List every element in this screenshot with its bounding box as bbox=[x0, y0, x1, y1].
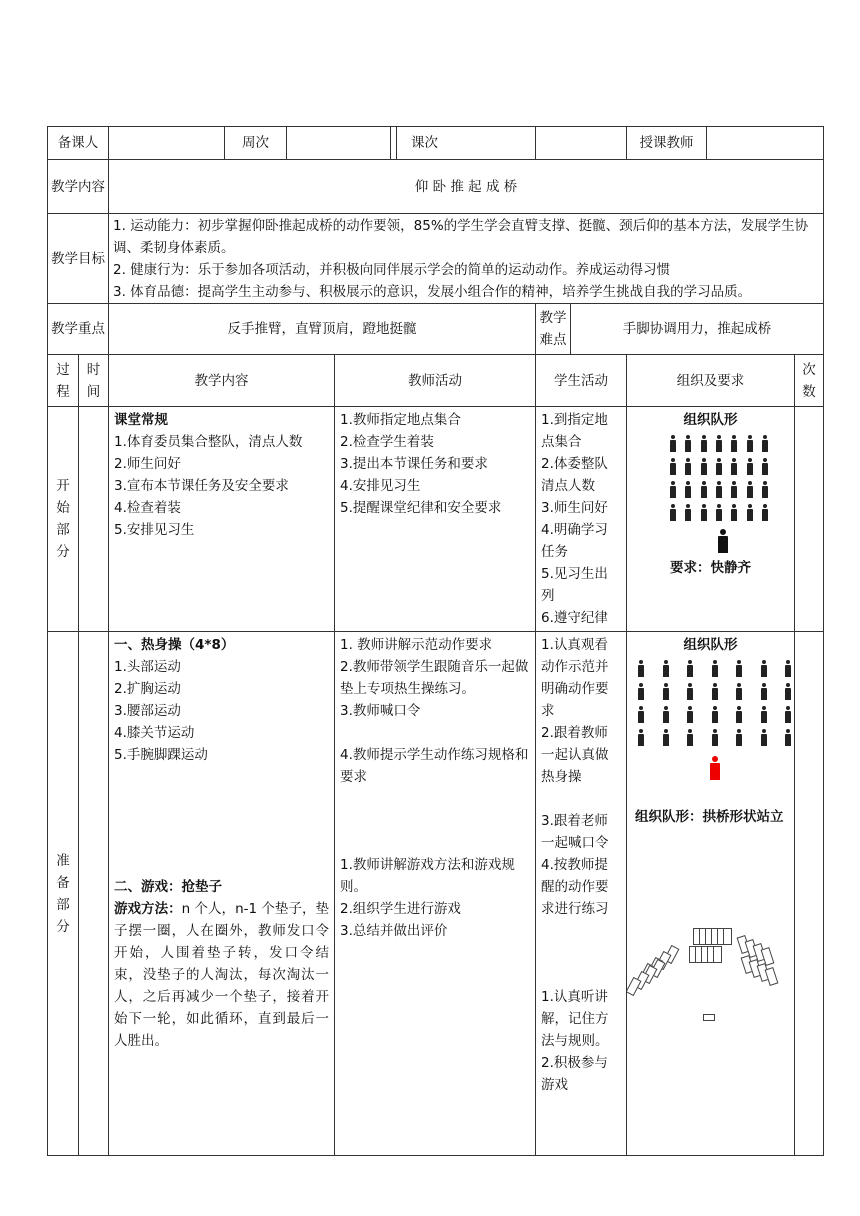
prep-student-game-item: 2.积极参与游戏 bbox=[541, 1055, 608, 1093]
student-figure-icon bbox=[784, 729, 792, 746]
student-figure-icon bbox=[784, 683, 792, 700]
student-figure-icon bbox=[637, 660, 645, 677]
student-figure-icon bbox=[686, 683, 694, 700]
prep-student-item: 1.认真观看动作示范并明确动作要求 bbox=[541, 637, 609, 719]
start-formation-diagram bbox=[627, 431, 794, 559]
student-figure-icon bbox=[760, 683, 768, 700]
warmup-item: 4.膝关节运动 bbox=[114, 725, 195, 741]
prep-student-item: 3.跟着老师一起喊口令 bbox=[541, 813, 609, 851]
start-row bbox=[48, 407, 824, 632]
student-figure-icon bbox=[730, 504, 738, 521]
student-figure-icon bbox=[715, 458, 723, 475]
warmup-formation-diagram bbox=[627, 656, 794, 806]
lesson-plan-table bbox=[47, 126, 824, 1156]
warmup-item: 1.头部运动 bbox=[114, 659, 181, 675]
student-figure-icon bbox=[669, 458, 677, 475]
teacher-value bbox=[707, 127, 824, 160]
game-mats-diagram bbox=[627, 928, 794, 1128]
student-figure-icon bbox=[735, 660, 743, 677]
student-figure-icon bbox=[711, 683, 719, 700]
student-figure-icon bbox=[662, 660, 670, 677]
goals-label: 教学目标 bbox=[48, 214, 109, 304]
warmup-title: 一、热身操（4*8） bbox=[114, 637, 235, 653]
col-time: 时间 bbox=[79, 355, 109, 407]
warmup-item: 2.扩胸运动 bbox=[114, 681, 181, 697]
week-label: 周次 bbox=[225, 127, 287, 160]
student-figure-icon bbox=[730, 458, 738, 475]
prep-teacher-item: 2.教师带领学生跟随音乐一起做垫上专项热生操练习。 bbox=[340, 659, 529, 697]
student-figure-icon bbox=[637, 683, 645, 700]
start-label: 开始部分 bbox=[48, 407, 79, 632]
student-figure-icon bbox=[662, 706, 670, 723]
goal-item: 1. 运动能力：初步掌握仰卧推起成桥的动作要领，85%的学生学会直臂支撑、挺髋、颈后仰的基本方法，发展学生协调、柔韧身体素质。 bbox=[113, 217, 809, 256]
student-figure-icon bbox=[735, 683, 743, 700]
key-label: 教学重点 bbox=[48, 304, 109, 355]
student-figure-icon bbox=[686, 660, 694, 677]
student-figure-icon bbox=[684, 481, 692, 498]
student-figure-icon bbox=[684, 435, 692, 452]
student-figure-icon bbox=[760, 706, 768, 723]
col-organization: 组织及要求 bbox=[627, 355, 795, 407]
mat-icon bbox=[723, 928, 732, 945]
warmup-item: 3.腰部运动 bbox=[114, 703, 181, 719]
student-figure-icon bbox=[669, 504, 677, 521]
prep-teacher-game-item: 3.总结并做出评价 bbox=[340, 923, 448, 939]
student-figure-icon bbox=[746, 504, 754, 521]
teacher-figure-icon bbox=[717, 529, 725, 546]
start-count bbox=[795, 407, 824, 632]
col-teacher: 教师活动 bbox=[335, 355, 536, 407]
game-method-label: 游戏方法： bbox=[114, 901, 182, 917]
start-student-item: 4.明确学习任务 bbox=[541, 522, 608, 560]
prep-teacher-game-item: 2.组织学生进行游戏 bbox=[340, 901, 461, 917]
prep-teacher-item: 4.教师提示学生动作练习规格和要求 bbox=[340, 747, 529, 785]
mat-icon bbox=[703, 1014, 715, 1021]
student-figure-icon bbox=[761, 481, 769, 498]
lesson-value bbox=[536, 127, 627, 160]
student-figure-icon bbox=[684, 458, 692, 475]
start-content-item: 3.宣布本节课任务及安全要求 bbox=[114, 478, 289, 494]
student-figure-icon bbox=[711, 660, 719, 677]
student-figure-icon bbox=[700, 458, 708, 475]
student-figure-icon bbox=[746, 435, 754, 452]
start-content-item: 2.师生问好 bbox=[114, 456, 181, 472]
content-label: 教学内容 bbox=[48, 160, 109, 214]
start-content-title: 课堂常规 bbox=[114, 412, 168, 428]
student-figure-icon bbox=[784, 706, 792, 723]
start-teacher-item: 3.提出本节课任务和要求 bbox=[340, 456, 488, 472]
header-row bbox=[48, 127, 824, 160]
prep-time bbox=[79, 632, 109, 1156]
student-figure-icon bbox=[760, 729, 768, 746]
start-time bbox=[79, 407, 109, 632]
student-figure-icon bbox=[669, 481, 677, 498]
difficulty-label: 教学难点 bbox=[536, 304, 571, 355]
week-value bbox=[287, 127, 391, 160]
prep-student-item: 4.按教师提醒的动作要求进行练习 bbox=[541, 857, 609, 917]
student-figure-icon bbox=[715, 481, 723, 498]
student-figure-icon bbox=[784, 660, 792, 677]
goal-item: 3. 体育品德：提高学生主动参与、积极展示的意识，发展小组合作的精神，培养学生挑战自我的学习品质。 bbox=[113, 283, 752, 300]
mat-icon bbox=[713, 946, 722, 963]
prep-student-game-item: 1.认真听讲解，记住方法与规则。 bbox=[541, 989, 609, 1049]
content-value: 仰 卧 推 起 成 桥 bbox=[109, 160, 824, 214]
prep-teacher-game-item: 1.教师讲解游戏方法和游戏规则。 bbox=[340, 857, 515, 895]
student-figure-icon bbox=[669, 435, 677, 452]
student-figure-icon bbox=[686, 706, 694, 723]
student-figure-icon bbox=[684, 504, 692, 521]
student-figure-icon bbox=[746, 481, 754, 498]
student-figure-icon bbox=[715, 435, 723, 452]
student-figure-icon bbox=[711, 729, 719, 746]
teacher-figure-icon bbox=[709, 756, 717, 773]
mat-icon bbox=[765, 967, 779, 986]
start-organization bbox=[627, 407, 795, 632]
student-figure-icon bbox=[700, 435, 708, 452]
start-student bbox=[536, 407, 627, 632]
start-content-item: 5.安排见习生 bbox=[114, 522, 195, 538]
student-figure-icon bbox=[662, 683, 670, 700]
student-figure-icon bbox=[715, 504, 723, 521]
col-student: 学生活动 bbox=[536, 355, 627, 407]
prep-row bbox=[48, 632, 824, 1156]
col-count: 次数 bbox=[795, 355, 824, 407]
game-method-text: n 个人，n-1 个垫子，垫子摆一圈，人在圈外，教师发口令开始，人围着垫子转，发口令结束，没垫子的人淘汰，每次淘汰一人，之后再减少一个垫子，接着开始下一轮，如此循环，直到最后一人胜出。 bbox=[114, 901, 330, 1049]
student-figure-icon bbox=[746, 458, 754, 475]
student-figure-icon bbox=[730, 435, 738, 452]
prep-teacher-item: 3.教师喊口令 bbox=[340, 703, 421, 719]
student-figure-icon bbox=[700, 481, 708, 498]
key-value: 反手推臂，直臂顶肩，蹬地挺髋 bbox=[109, 304, 536, 355]
start-teacher bbox=[335, 407, 536, 632]
col-process: 过程 bbox=[48, 355, 79, 407]
student-figure-icon bbox=[686, 729, 694, 746]
start-teacher-item: 5.提醒课堂纪律和安全要求 bbox=[340, 500, 502, 516]
start-student-item: 5.见习生出列 bbox=[541, 566, 608, 604]
student-figure-icon bbox=[761, 458, 769, 475]
student-figure-icon bbox=[662, 729, 670, 746]
start-content bbox=[109, 407, 335, 632]
column-header-row bbox=[48, 355, 824, 407]
difficulty-value: 手脚协调用力，推起成桥 bbox=[571, 304, 824, 355]
preparer-value bbox=[109, 127, 225, 160]
start-teacher-item: 1.教师指定地点集合 bbox=[340, 412, 461, 428]
student-figure-icon bbox=[735, 729, 743, 746]
warmup-item: 5.手腕脚踝运动 bbox=[114, 747, 208, 763]
prep-content bbox=[109, 632, 335, 1156]
prep-teacher bbox=[335, 632, 536, 1156]
prep-student bbox=[536, 632, 627, 1156]
start-org-requirement: 要求：快静齐 bbox=[670, 560, 752, 576]
start-teacher-item: 4.安排见习生 bbox=[340, 478, 421, 494]
prep-organization bbox=[627, 632, 795, 1156]
goals-row bbox=[48, 214, 824, 304]
lesson-plan bbox=[47, 126, 823, 1156]
start-student-item: 6.遵守纪律 bbox=[541, 610, 608, 626]
prep-count bbox=[795, 632, 824, 1156]
student-figure-icon bbox=[637, 729, 645, 746]
col-content: 教学内容 bbox=[109, 355, 335, 407]
prep-org-formation: 组织队形：拱桥形状站立 bbox=[635, 809, 784, 825]
student-figure-icon bbox=[761, 504, 769, 521]
start-student-item: 1.到指定地点集合 bbox=[541, 412, 608, 450]
prep-teacher-item: 1. 教师讲解示范动作要求 bbox=[340, 637, 493, 653]
start-org-title: 组织队形 bbox=[683, 412, 738, 428]
game-title: 二、游戏：抢垫子 bbox=[114, 879, 222, 895]
goals-value bbox=[109, 214, 824, 304]
start-content-item: 1.体育委员集合整队，清点人数 bbox=[114, 434, 303, 450]
student-figure-icon bbox=[760, 660, 768, 677]
student-figure-icon bbox=[735, 706, 743, 723]
student-figure-icon bbox=[637, 706, 645, 723]
prep-student-item: 2.跟着教师一起认真做热身操 bbox=[541, 725, 609, 785]
start-content-item: 4.检查着装 bbox=[114, 500, 181, 516]
start-student-item: 3.师生问好 bbox=[541, 500, 608, 516]
preparer-label: 备课人 bbox=[48, 127, 109, 160]
student-figure-icon bbox=[730, 481, 738, 498]
start-student-item: 2.体委整队清点人数 bbox=[541, 456, 608, 494]
prep-label: 准备部分 bbox=[48, 632, 79, 1156]
prep-org-title: 组织队形 bbox=[683, 637, 738, 653]
start-teacher-item: 2.检查学生着装 bbox=[340, 434, 434, 450]
key-row bbox=[48, 304, 824, 355]
student-figure-icon bbox=[711, 706, 719, 723]
student-figure-icon bbox=[761, 435, 769, 452]
goal-item: 2. 健康行为：乐于参加各项活动，并积极向同伴展示学会的简单的运动动作。养成运动得习惯 bbox=[113, 261, 671, 278]
game-method bbox=[114, 898, 329, 1052]
lesson-label: 课次 bbox=[397, 127, 536, 160]
content-row bbox=[48, 160, 824, 214]
teacher-label: 授课教师 bbox=[627, 127, 707, 160]
student-figure-icon bbox=[700, 504, 708, 521]
